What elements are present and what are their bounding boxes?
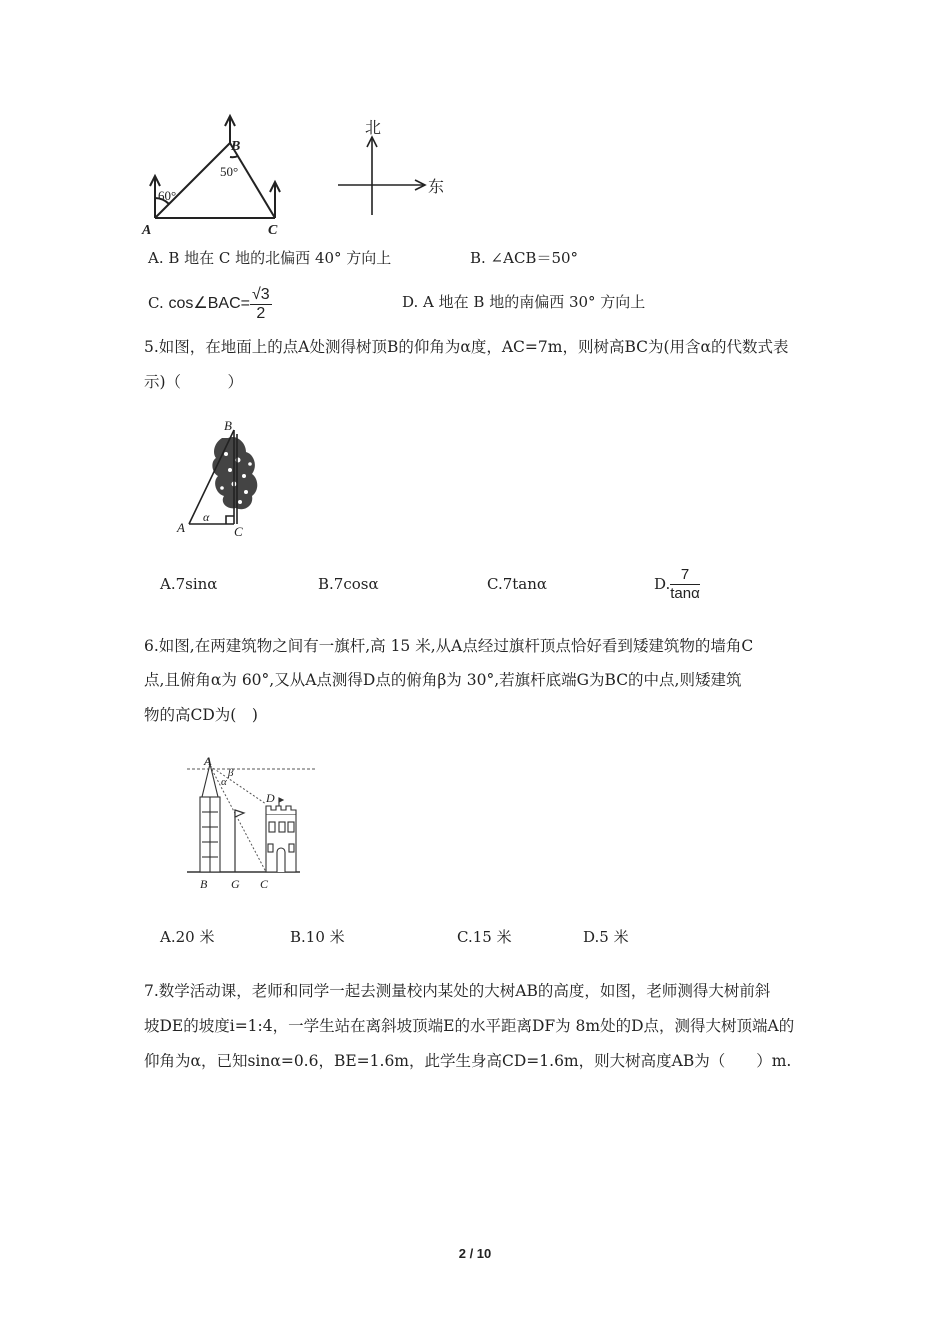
q7-text-line1: 7.数学活动课，老师和同学一起去测量校内某处的大树AB的高度，如图，老师测得大树前斜 (144, 982, 771, 1000)
q6-option-c: C.15 米 (457, 928, 512, 946)
q5-label-b: B (224, 418, 232, 433)
q4-label-b: B (231, 139, 241, 154)
q4-option-c-expr: cos∠BAC= (168, 295, 250, 312)
compass-north-label: 北 (365, 120, 382, 137)
q6-text-line3: 物的高CD为( ) (144, 706, 258, 724)
q4-triangle-figure (140, 110, 290, 238)
q4-option-b: B. ∠ACB＝50° (470, 249, 579, 267)
q5-label-c: C (234, 524, 243, 539)
q5-option-a: A.7sinα (160, 575, 218, 593)
q6-option-a: A.20 米 (160, 928, 215, 946)
q6-label-a: A (204, 754, 213, 768)
q5-option-d-numerator: 7 (670, 566, 700, 585)
q5-tree-figure (174, 418, 264, 540)
q4-option-c-prefix: C. (148, 294, 164, 312)
q6-label-g: G (231, 877, 240, 891)
q6-label-c: C (260, 877, 269, 891)
q4-angle-a: 60° (158, 188, 177, 203)
q6-option-b: B.10 米 (290, 928, 345, 946)
q5-option-d-prefix: D. (654, 575, 671, 593)
q6-option-d: D.5 米 (583, 928, 629, 946)
q5-option-d (654, 562, 700, 604)
q4-label-a: A (142, 223, 152, 238)
q5-angle-alpha: α (203, 510, 210, 524)
q6-label-b: B (200, 877, 208, 891)
q6-building-figure (182, 752, 322, 892)
q7-text-line3: 仰角为α，已知sinα=0.6，BE=1.6m，此学生身高CD=1.6m，则大树高度AB为（ ）m. (144, 1052, 792, 1070)
q5-option-b: B.7cosα (318, 575, 379, 593)
q5-text-line2: 示)（ ） (144, 373, 244, 391)
q5-option-d-denominator: tanα (670, 584, 700, 602)
q4-angle-b: 50° (220, 164, 239, 179)
page-number: 2 / 10 (458, 1246, 492, 1261)
q4-label-c: C (268, 223, 278, 238)
q5-text-line1: 5.如图，在地面上的点A处测得树顶B的仰角为α度，AC=7m，则树高BC为(用含α的代数式表 (144, 338, 789, 356)
q6-label-beta: β (228, 767, 234, 779)
q4-option-a: A. B 地在 C 地的北偏西 40° 方向上 (148, 249, 392, 267)
q5-label-a: A (177, 520, 185, 535)
q5-option-d-fraction (670, 566, 700, 603)
q4-compass-figure (330, 115, 455, 220)
q4-option-d: D. A 地在 B 地的南偏西 30° 方向上 (402, 293, 646, 311)
q4-option-c-fraction (250, 286, 272, 323)
q7-text-line2: 坡DE的坡度i=1:4，一学生站在离斜坡顶端E的水平距离DF为 8m处的D点，测得大树顶端A的 (144, 1017, 795, 1035)
compass-east-label: 东 (428, 179, 445, 196)
q4-option-c-numerator: √3 (251, 285, 270, 303)
q4-option-c (148, 280, 272, 326)
q4-option-c-denominator: 2 (256, 304, 266, 322)
q6-label-d: D (266, 791, 275, 805)
q6-text-line1: 6.如图,在两建筑物之间有一旗杆,高 15 米,从A点经过旗杆顶点恰好看到矮建筑物的墙角C (144, 637, 754, 655)
q6-label-alpha: α (221, 776, 227, 788)
q5-option-c: C.7tanα (487, 575, 548, 593)
q6-text-line2: 点,且俯角α为 60°,又从A点测得D点的俯角β为 30°,若旗杆底端G为BC的中点,则矮建筑 (144, 671, 742, 689)
